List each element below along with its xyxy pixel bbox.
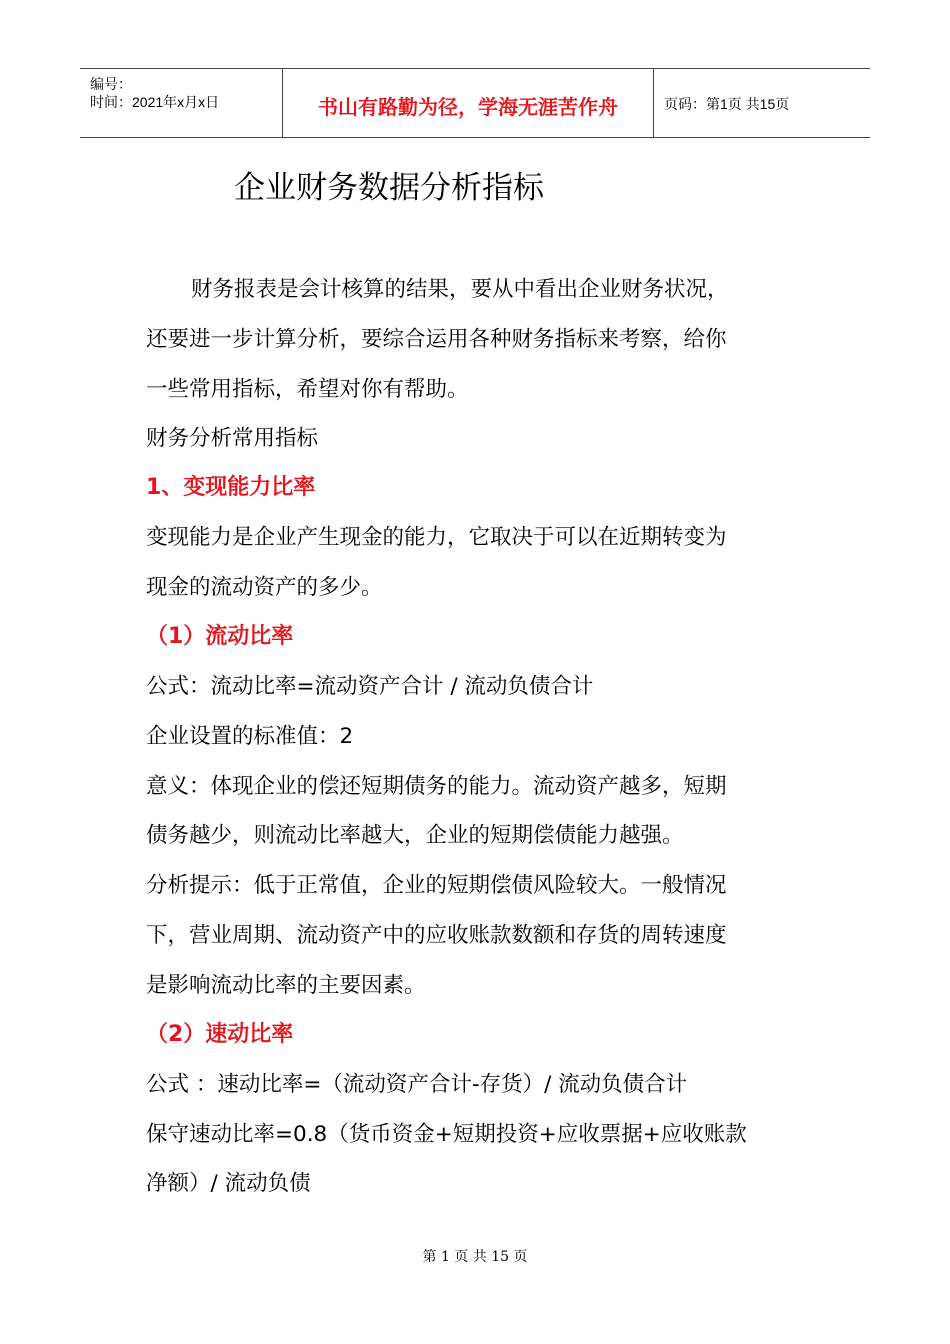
sub-1-tip-line-3: 是影响流动比率的主要因素。 [146, 973, 426, 998]
sub-1-meaning-line-1: 意义：体现企业的偿还短期债务的能力。流动资产越多，短期 [146, 774, 727, 799]
section-1-line-2: 现金的流动资产的多少。 [146, 575, 383, 600]
number-label: 编号： [90, 76, 132, 92]
intro-line-1: 财务报表是会计核算的结果，要从中看出企业财务状况， [191, 277, 729, 302]
sub-1-heading: （1）流动比率 [146, 624, 294, 649]
section-1-line-1: 变现能力是企业产生现金的能力，它取决于可以在近期转变为 [146, 525, 727, 550]
sub-1-tip-line-2: 下，营业周期、流动资产中的应收账款数额和存货的周转速度 [146, 923, 727, 948]
sub-2-formula: 公式 ：速动比率=（流动资产合计-存货）/ 流动负债合计 [146, 1072, 688, 1097]
page-footer: 第 1 页 共 15 页 [422, 1249, 528, 1265]
intro-line-2: 还要进一步计算分析，要综合运用各种财务指标来考察，给你 [146, 327, 727, 352]
subtitle: 财务分析常用指标 [146, 426, 319, 451]
header-right-cell [654, 69, 870, 137]
document-title: 企业财务数据分析指标 [234, 170, 544, 206]
sub-2-conservative-line-2: 净额）/ 流动负债 [146, 1171, 311, 1196]
sub-2-heading: （2）速动比率 [146, 1022, 294, 1047]
sub-1-meaning-line-2: 债务越少，则流动比率越大，企业的短期偿债能力越强。 [146, 823, 684, 848]
sub-1-formula: 公式：流动比率=流动资产合计 / 流动负债合计 [146, 674, 594, 699]
sub-1-tip-line-1: 分析提示：低于正常值，企业的短期偿债风险较大。一般情况 [146, 873, 727, 898]
page-header [80, 68, 870, 138]
sub-2-conservative-line-1: 保守速动比率=0.8（货币资金+短期投资+应收票据+应收账款 [146, 1122, 747, 1147]
section-1-heading: 1、变现能力比率 [146, 475, 316, 500]
header-center-cell [283, 69, 654, 137]
motto-text: 书山有路勤为径，学海无涯苦作舟 [318, 95, 618, 119]
time-label: 时间：2021年x月x日 [90, 94, 220, 110]
page-number-label: 页码：第1页 共15页 [664, 96, 790, 112]
header-left-cell [80, 69, 283, 137]
intro-line-3: 一些常用指标，希望对你有帮助。 [146, 377, 469, 402]
sub-1-standard: 企业设置的标准值：2 [146, 724, 354, 749]
